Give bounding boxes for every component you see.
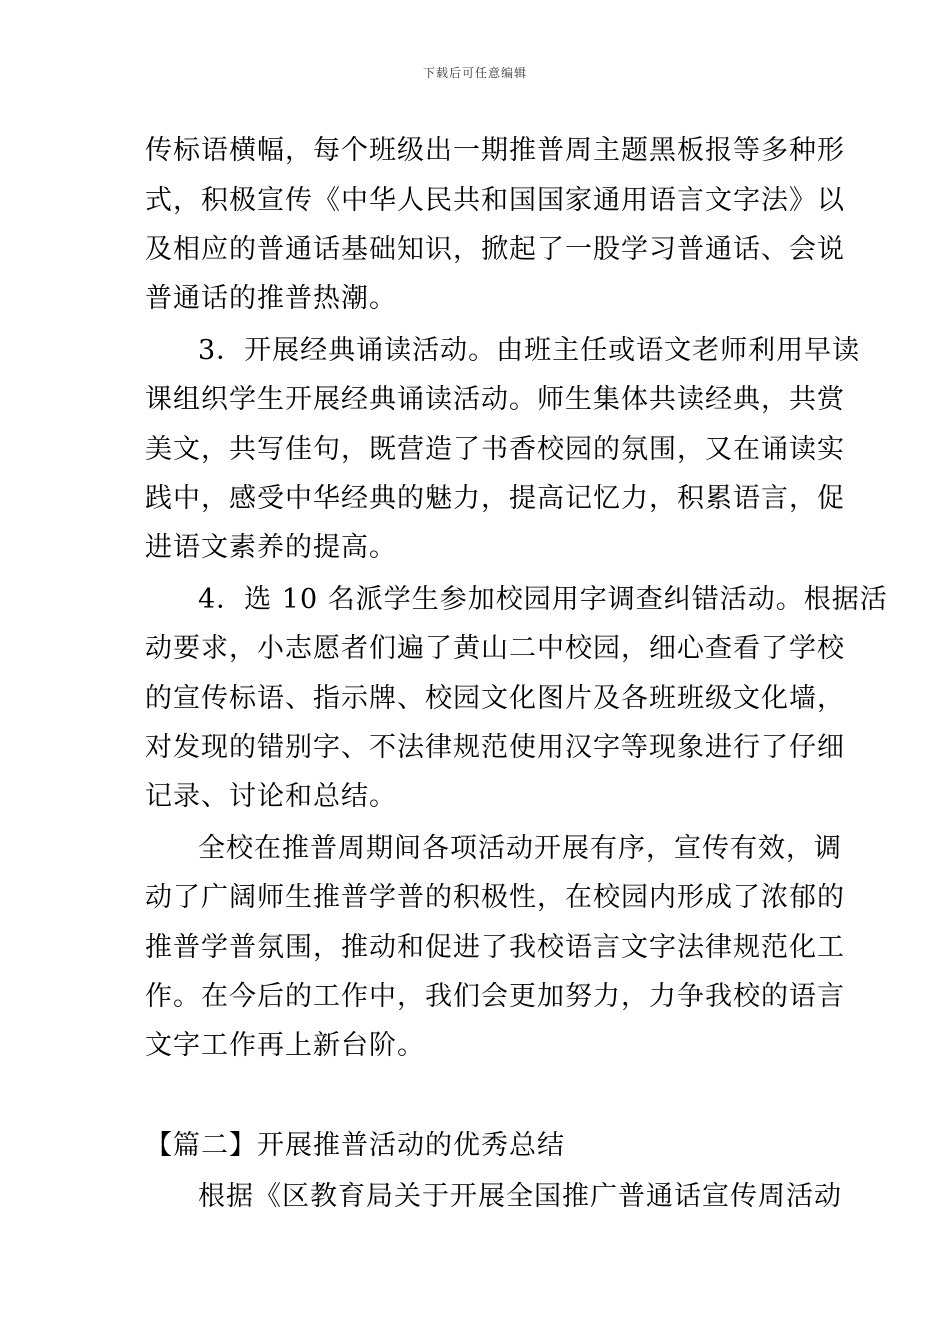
text-line: 根据《区教育局关于开展全国推广普通话宣传周活动	[198, 1181, 842, 1212]
text-line: 推普学普氛围，推动和促进了我校语言文字法律规范化工	[145, 932, 845, 963]
text-line: 记录、讨论和总结。	[145, 781, 397, 812]
text-line: 式，积极宣传《中华人民共和国国家通用语言文字法》以	[145, 185, 845, 216]
text-line: 作。在今后的工作中，我们会更加努力，力争我校的语言	[145, 981, 845, 1012]
text-line: 普通话的推普热潮。	[145, 283, 397, 314]
text-line: 进语文素养的提高。	[145, 532, 397, 563]
text-line: 及相应的普通话基础知识，掀起了一股学习普通话、会说	[145, 234, 845, 265]
text-line: 动了广阔师生推普学普的积极性，在校园内形成了浓郁的	[145, 882, 845, 913]
text-line: 美文，共写佳句，既营造了书香校园的氛围，又在诵读实	[145, 434, 845, 465]
text-line: 3．开展经典诵读活动。由班主任或语文老师利用早读	[198, 335, 861, 366]
text-line: 课组织学生开展经典诵读活动。师生集体共读经典，共赏	[145, 384, 845, 415]
text-line: 全校在推普周期间各项活动开展有序，宣传有效，调	[198, 833, 842, 864]
text-line: 4．选 10 名派学生参加校园用字调查纠错活动。根据活	[198, 584, 888, 615]
text-line: 传标语横幅，每个班级出一期推普周主题黑板报等多种形	[145, 135, 845, 166]
text-line: 动要求，小志愿者们遍了黄山二中校园，细心查看了学校	[145, 633, 845, 664]
text-line: 文字工作再上新台阶。	[145, 1030, 425, 1061]
text-line: 对发现的错别字、不法律规范使用汉字等现象进行了仔细	[145, 732, 845, 763]
text-line: 践中，感受中华经典的魅力，提高记忆力，积累语言，促	[145, 483, 845, 514]
page-header: 下载后可任意编辑	[422, 66, 527, 80]
text-line: 的宣传标语、指示牌、校园文化图片及各班班级文化墙，	[145, 683, 845, 714]
section-heading: 【篇二】开展推普活动的优秀总结	[145, 1130, 565, 1161]
